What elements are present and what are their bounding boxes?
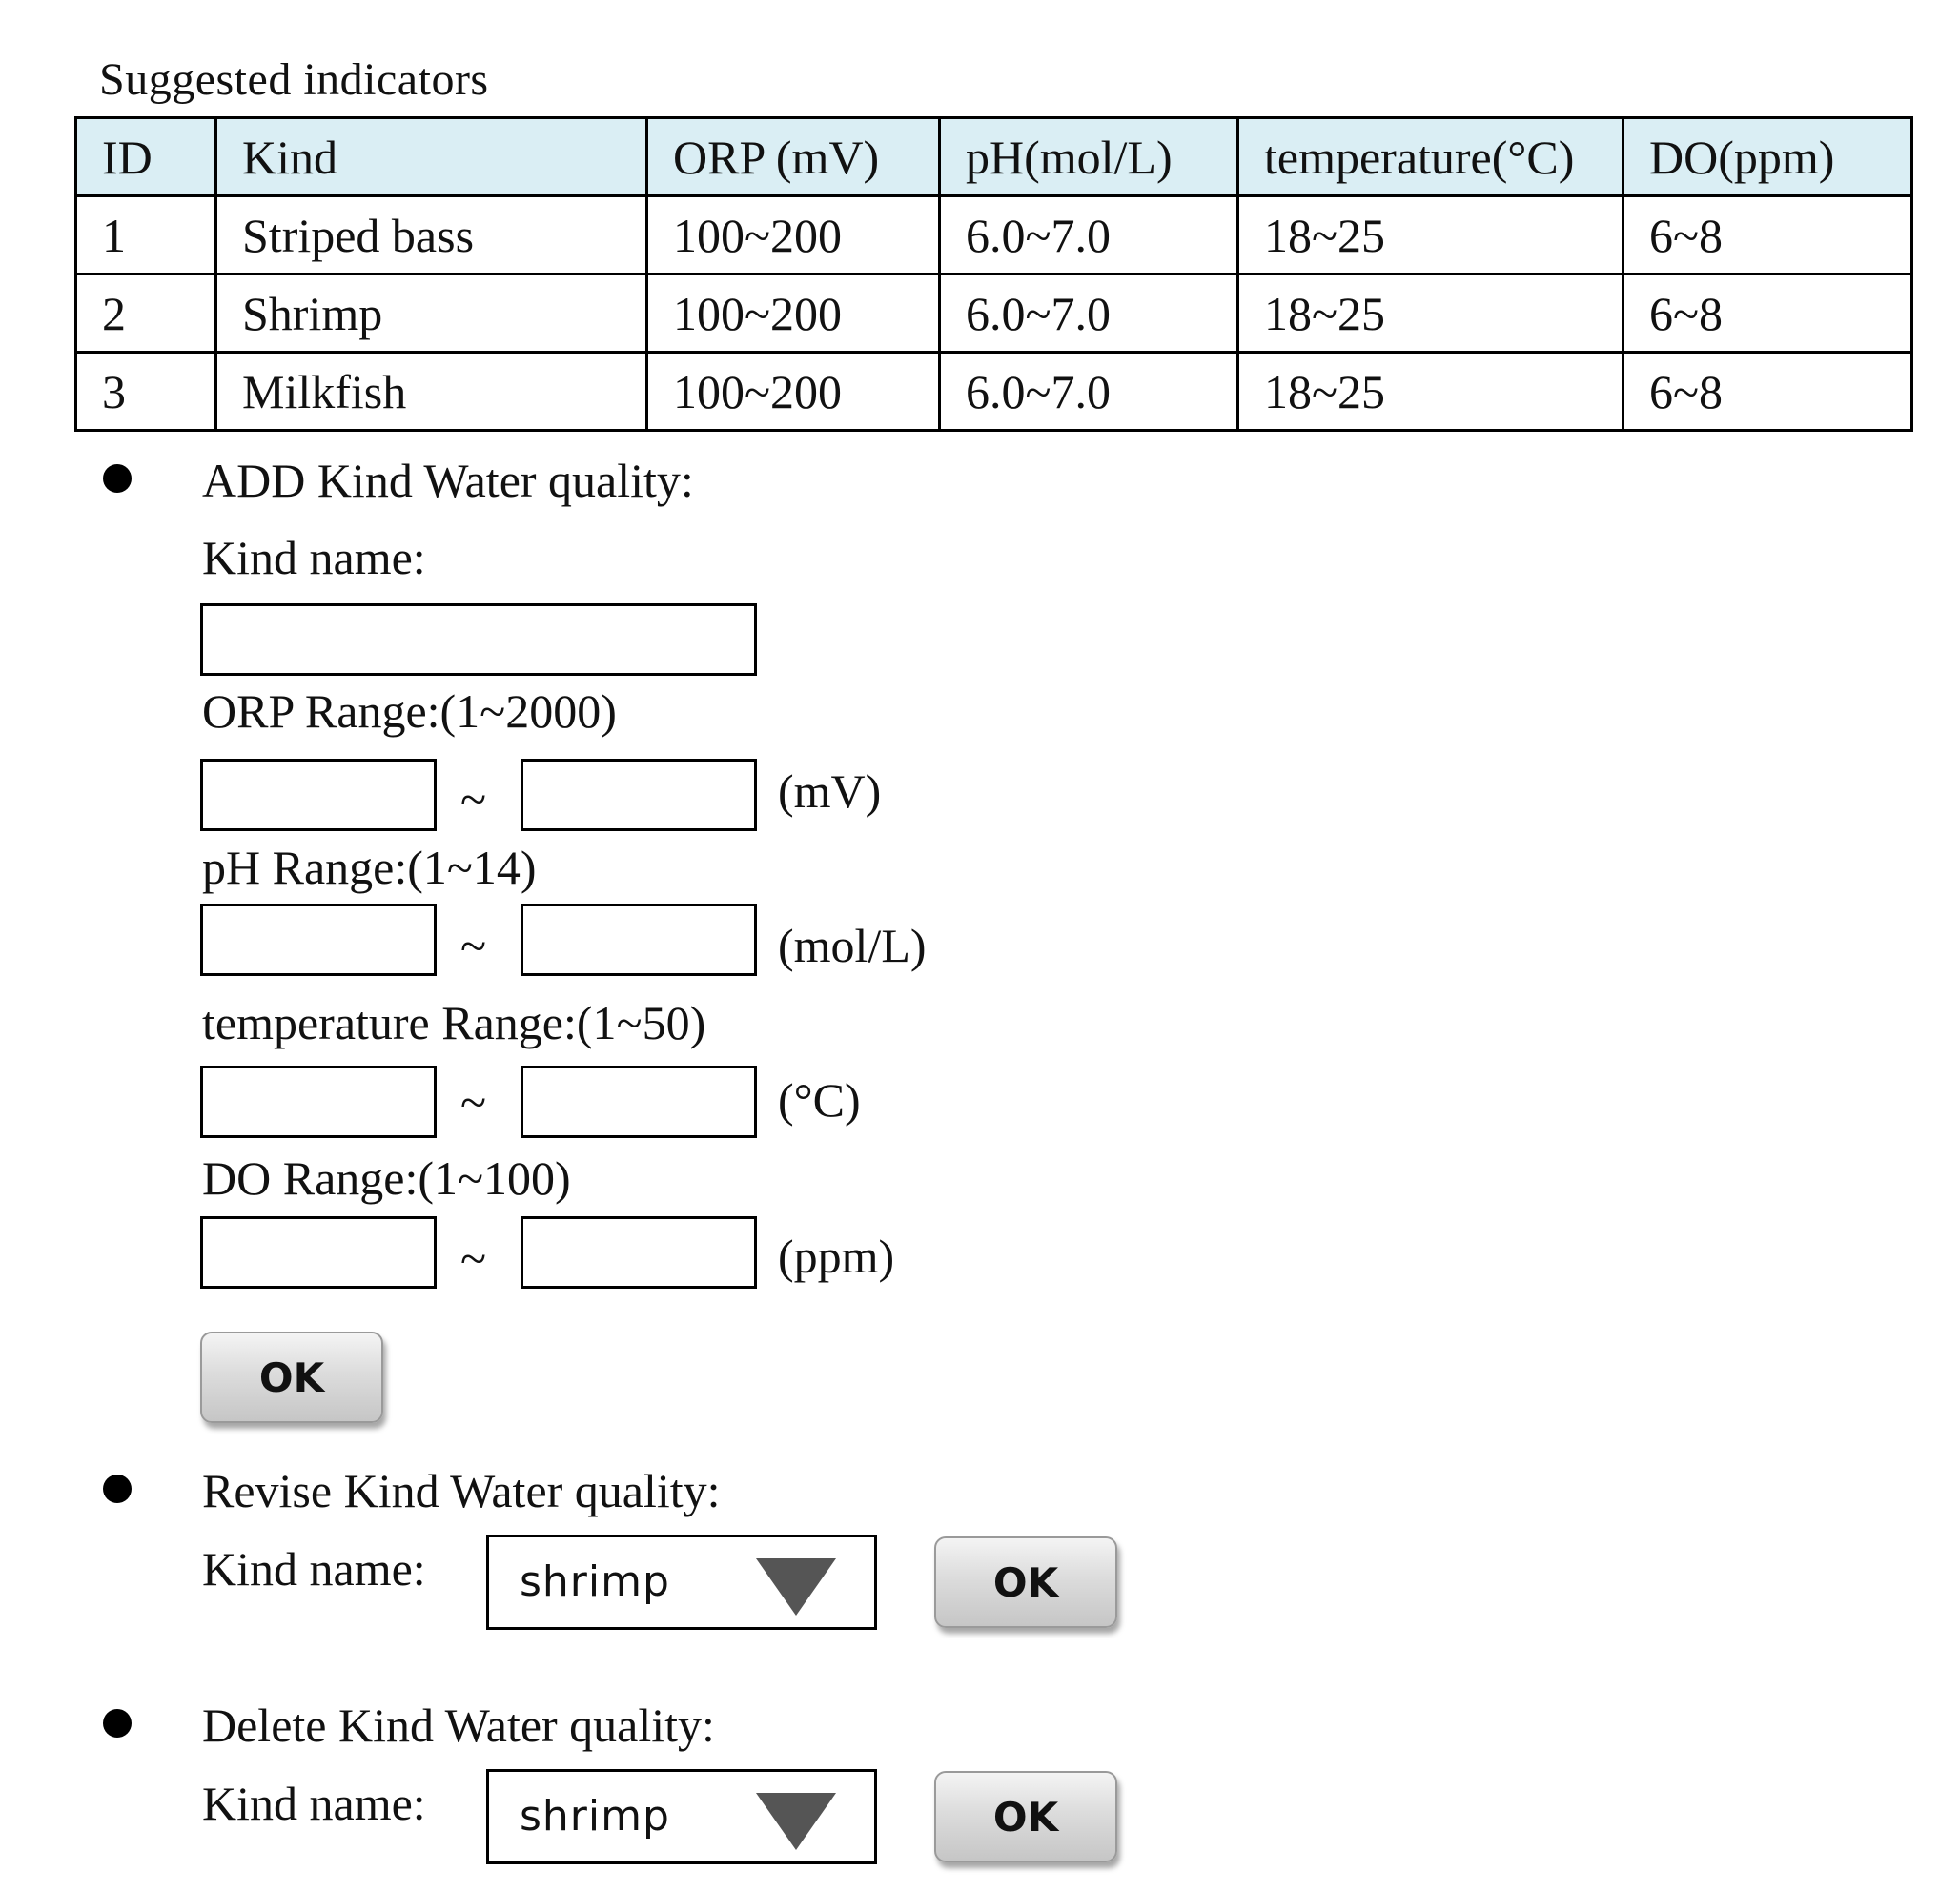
table-row xyxy=(76,353,1912,431)
table-row xyxy=(76,196,1912,275)
orp-max-input[interactable] xyxy=(521,759,757,831)
ph-range-label: pH Range:(1~14) xyxy=(202,841,537,894)
dropdown-arrow-icon xyxy=(756,1793,836,1850)
revise-section-title: Revise Kind Water quality: xyxy=(202,1464,721,1517)
ph-min-input[interactable] xyxy=(200,904,437,976)
revise-kind-select[interactable] xyxy=(486,1535,877,1630)
cell-id: 2 xyxy=(76,275,216,353)
cell-temperature: 18~25 xyxy=(1238,196,1623,275)
cell-id: 3 xyxy=(76,353,216,431)
do-max-input[interactable] xyxy=(521,1216,757,1289)
temperature-max-input[interactable] xyxy=(521,1066,757,1138)
temperature-unit-label: (°C) xyxy=(778,1073,861,1127)
table-row xyxy=(76,275,1912,353)
cell-temperature: 18~25 xyxy=(1238,353,1623,431)
do-unit-label: (ppm) xyxy=(778,1230,895,1283)
bullet-icon xyxy=(103,1709,132,1738)
orp-unit-label: (mV) xyxy=(778,764,882,818)
cell-ph: 6.0~7.0 xyxy=(940,275,1238,353)
column-header-ph: pH(mol/L) xyxy=(940,118,1238,196)
cell-ph: 6.0~7.0 xyxy=(940,196,1238,275)
table-caption: Suggested indicators xyxy=(99,54,489,105)
column-header-do: DO(ppm) xyxy=(1623,118,1912,196)
revise-ok-button[interactable]: OK xyxy=(934,1536,1117,1628)
range-separator: ~ xyxy=(460,1231,487,1285)
column-header-temperature: temperature(°C) xyxy=(1238,118,1623,196)
column-header-id: ID xyxy=(76,118,216,196)
cell-do: 6~8 xyxy=(1623,196,1912,275)
delete-kind-select[interactable] xyxy=(486,1769,877,1864)
cell-orp: 100~200 xyxy=(647,353,940,431)
range-separator: ~ xyxy=(460,772,487,825)
temperature-range-label: temperature Range:(1~50) xyxy=(202,996,706,1049)
cell-id: 1 xyxy=(76,196,216,275)
kind-name-input[interactable] xyxy=(200,603,757,676)
cell-kind: Shrimp xyxy=(216,275,647,353)
cell-orp: 100~200 xyxy=(647,275,940,353)
delete-kind-name-label: Kind name: xyxy=(202,1777,426,1830)
cell-orp: 100~200 xyxy=(647,196,940,275)
range-separator: ~ xyxy=(460,1075,487,1129)
dropdown-arrow-icon xyxy=(756,1558,836,1616)
cell-temperature: 18~25 xyxy=(1238,275,1623,353)
do-min-input[interactable] xyxy=(200,1216,437,1289)
orp-min-input[interactable] xyxy=(200,759,437,831)
add-ok-button[interactable]: OK xyxy=(200,1332,383,1423)
add-section-title: ADD Kind Water quality: xyxy=(202,454,694,507)
revise-kind-name-label: Kind name: xyxy=(202,1542,426,1596)
cell-kind: Striped bass xyxy=(216,196,647,275)
ph-max-input[interactable] xyxy=(521,904,757,976)
temperature-min-input[interactable] xyxy=(200,1066,437,1138)
column-header-kind: Kind xyxy=(216,118,647,196)
bullet-icon xyxy=(103,1475,132,1503)
table-header-row xyxy=(76,118,1912,196)
delete-section-title: Delete Kind Water quality: xyxy=(202,1699,715,1752)
delete-kind-selected-value: shrimp xyxy=(520,1792,670,1841)
cell-ph: 6.0~7.0 xyxy=(940,353,1238,431)
do-range-label: DO Range:(1~100) xyxy=(202,1151,571,1205)
ph-unit-label: (mol/L) xyxy=(778,919,927,972)
cell-do: 6~8 xyxy=(1623,353,1912,431)
revise-kind-selected-value: shrimp xyxy=(520,1557,670,1606)
cell-kind: Milkfish xyxy=(216,353,647,431)
suggested-indicators-table xyxy=(74,116,1913,432)
orp-range-label: ORP Range:(1~2000) xyxy=(202,684,617,738)
kind-name-label: Kind name: xyxy=(202,531,426,584)
cell-do: 6~8 xyxy=(1623,275,1912,353)
column-header-orp: ORP (mV) xyxy=(647,118,940,196)
range-separator: ~ xyxy=(460,919,487,972)
bullet-icon xyxy=(103,464,132,493)
delete-ok-button[interactable]: OK xyxy=(934,1771,1117,1862)
